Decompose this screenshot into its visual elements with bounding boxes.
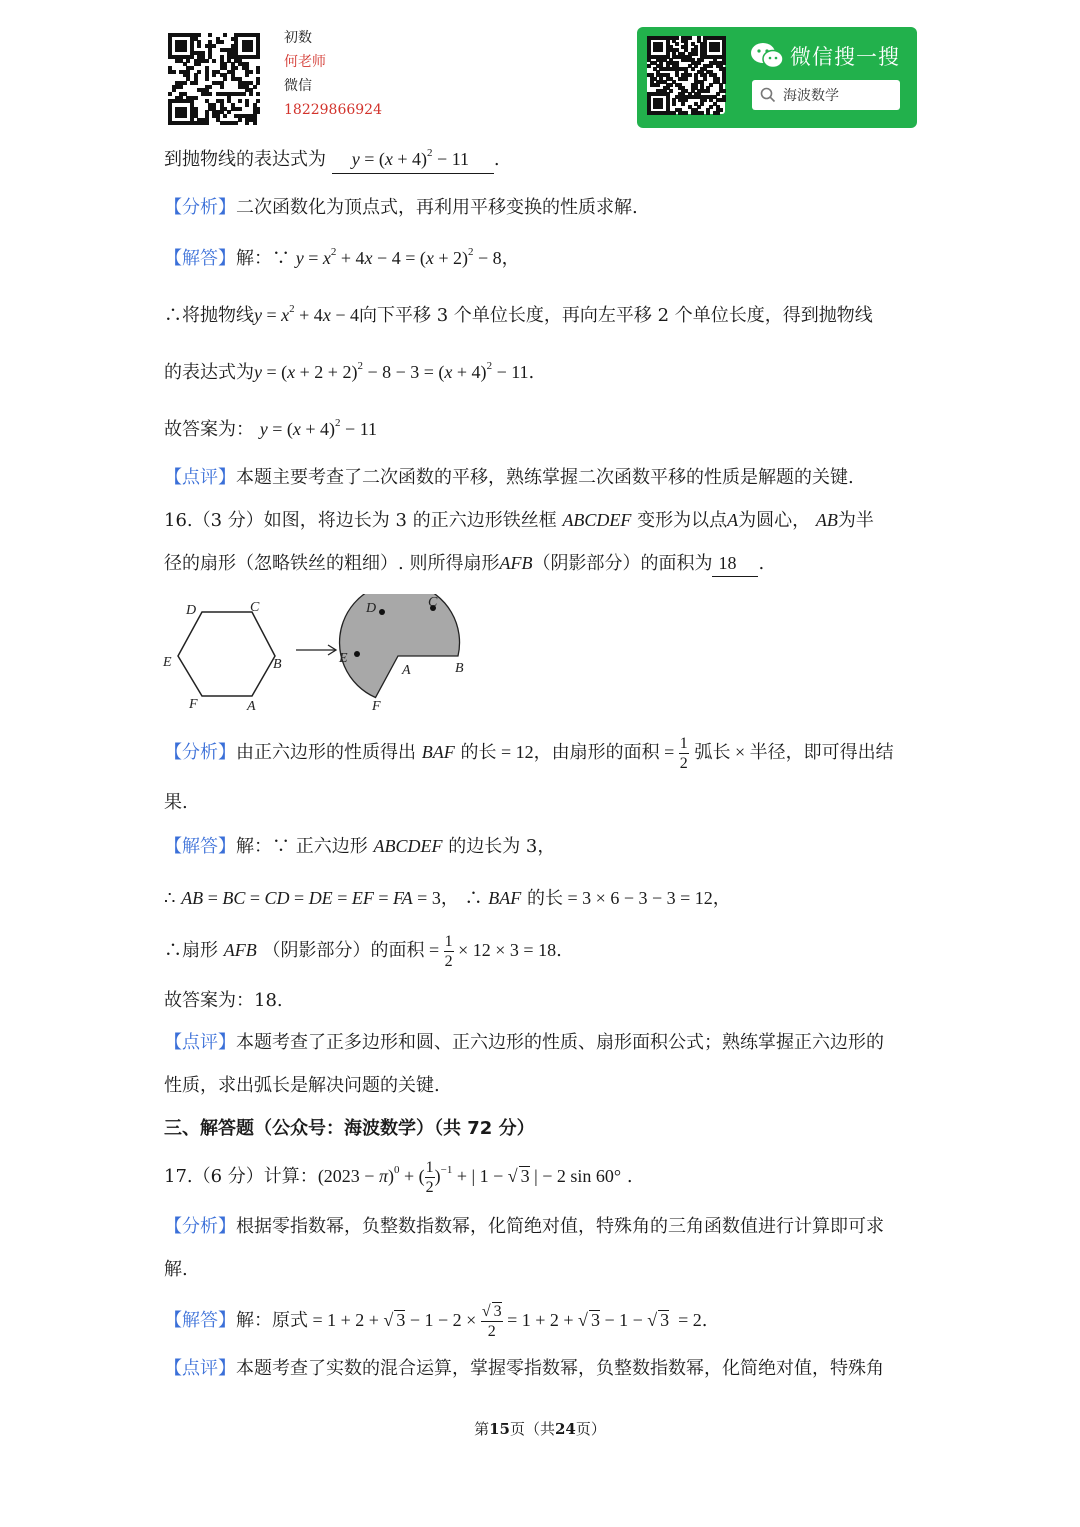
wechat-search-title: 微信搜一搜 xyxy=(790,45,900,69)
qr-module xyxy=(238,107,242,111)
q16-analysis-2: 果. xyxy=(164,792,188,813)
qr-module xyxy=(675,42,679,46)
qr-module xyxy=(256,99,260,103)
page-footer: 第15页（共24页） xyxy=(474,1420,606,1438)
qr-module xyxy=(223,114,227,118)
qr-module xyxy=(168,92,172,96)
qr-module xyxy=(223,33,227,37)
qr-module xyxy=(709,64,713,68)
qr-module xyxy=(234,121,238,125)
q15-step3: 的表达式为$y = (x + 2 + 2)^2 - 8 - 3 = (x + 4)^2 - 11$. xyxy=(164,360,535,383)
teacher-info xyxy=(284,26,382,122)
qr-module xyxy=(706,89,710,93)
q17-analysis-2: 解. xyxy=(164,1259,188,1280)
sector-shape xyxy=(340,594,460,698)
page-total: 24 xyxy=(555,1420,576,1438)
qr-module xyxy=(249,70,253,74)
qr-module xyxy=(659,48,663,52)
qr-module xyxy=(684,111,688,115)
q15-line1: 到抛物线的表达式为 $y = (x + 4)^2 - 11$ . xyxy=(164,146,500,174)
qr-code-left xyxy=(168,33,260,125)
qr-module xyxy=(205,59,209,63)
sector-dot-e xyxy=(354,651,360,657)
q16-final: 故答案为：18. xyxy=(164,990,283,1011)
q16-comment-2: 性质，求出弧长是解决问题的关键. xyxy=(164,1075,440,1096)
q16-figure xyxy=(160,594,480,716)
qr-module xyxy=(197,33,201,37)
sector-dot-d xyxy=(379,609,385,615)
q17-comment: 【点评】本题考查了实数的混合运算，掌握零指数幂，负整数指数幂，化简绝对值，特殊角 xyxy=(164,1358,884,1379)
qr-module xyxy=(249,92,253,96)
qr-module xyxy=(220,40,224,44)
q16-solution-1: 【解答】解：∵ 正六边形 ABCDEF 的边长为 3， xyxy=(164,836,556,857)
q16-solution-2: ∴ AB = BC = CD = DE = EF = FA = 3， ∴ BAF 的长 = 3 × 6 − 3 − 3 = 12， xyxy=(164,888,731,909)
page-number: 15 xyxy=(489,1420,510,1438)
q16-line1: 16.（3 分）如图，将边长为 3 的正六边形铁丝框 ABCDEF 变形为以点A为圆心， AB为半 xyxy=(164,510,874,531)
qr-module xyxy=(197,70,201,74)
info-line-3: 微信 xyxy=(284,78,312,94)
qr-module xyxy=(212,59,216,63)
qr-module xyxy=(197,44,201,48)
qr-module xyxy=(227,110,231,114)
q16-solution-3: ∴扇形 AFB （阴影部分）的面积 = $\frac{1}{2}$ × 12 × 3 = 18. xyxy=(164,932,562,970)
qr-module xyxy=(249,48,253,52)
sector-label-f: F xyxy=(372,699,381,714)
qr-module xyxy=(722,98,726,102)
qr-module xyxy=(194,96,198,100)
q16-line2: 径的扇形（忽略铁丝的粗细）. 则所得扇形AFB（阴影部分）的面积为 18 . xyxy=(164,550,764,577)
search-box[interactable] xyxy=(752,80,900,110)
wechat-logo-icon xyxy=(750,41,786,71)
arrow-icon xyxy=(296,645,336,655)
hexagon-figure xyxy=(178,612,275,696)
q17-line1: 17.（6 分）计算：$(2023 - \pi)^0$ + ( $\frac{1}{2}$ )$^{-1}$ + | 1 − √ 3 | − 2 sin 60° . xyxy=(164,1158,633,1196)
q16-analysis-1: 【分析】由正六边形的性质得出 BAF 的长 = 12，由扇形的面积 = $\frac{1}{2}$ 弧长 × 半径，即可得出结 xyxy=(164,734,894,772)
q15-step2: ∴将抛物线$y = x^2 + 4x - 4$向下平移 3 个单位长度，再向左平移 2 个单位长度，得到抛物线 xyxy=(164,303,873,326)
qr-module xyxy=(183,48,187,52)
info-line-1: 初数 xyxy=(284,30,312,46)
qr-module xyxy=(190,66,194,70)
qr-module xyxy=(212,44,216,48)
q15-answer-blank: $y = (x + 4)^2 - 11$ xyxy=(332,146,494,174)
q15-comment: 【点评】本题主要考查了二次函数的平移，熟练掌握二次函数平移的性质是解题的关键. xyxy=(164,467,854,488)
qr-module xyxy=(706,111,710,115)
qr-module xyxy=(172,70,176,74)
qr-module xyxy=(659,105,663,109)
qr-module xyxy=(716,48,720,52)
qr-module xyxy=(183,81,187,85)
qr-module xyxy=(197,62,201,66)
phone-number: 18229866924 xyxy=(284,102,382,118)
q16-comment-1: 【点评】本题考查了正多边形和圆、正六边形的性质、扇形面积公式；熟练掌握正六边形的 xyxy=(164,1032,884,1053)
qr-module xyxy=(256,92,260,96)
hex-label-c: C xyxy=(250,600,260,615)
hex-label-e: E xyxy=(163,655,172,670)
sector-label-e: E xyxy=(339,651,348,666)
qr-module xyxy=(722,89,726,93)
hex-label-b: B xyxy=(273,657,282,672)
section-heading: 三、解答题（公众号：海波数学）（共 72 分） xyxy=(164,1118,535,1139)
qr-module xyxy=(186,59,190,63)
hex-label-f: F xyxy=(189,697,198,712)
comment-tag: 【点评】 xyxy=(164,467,236,488)
qr-module xyxy=(208,92,212,96)
qr-module xyxy=(245,73,249,77)
qr-module xyxy=(183,114,187,118)
qr-module xyxy=(672,111,676,115)
qr-module xyxy=(256,110,260,114)
qr-module xyxy=(223,77,227,81)
qr-code-right xyxy=(647,36,725,114)
qr-module xyxy=(205,77,209,81)
q16-answer-blank: 18 xyxy=(712,550,758,577)
qr-module xyxy=(234,66,238,70)
qr-module xyxy=(220,85,224,89)
q15-final: 故答案为： $y = (x + 4)^2 - 11$ xyxy=(164,417,378,440)
qr-module xyxy=(256,70,260,74)
qr-module xyxy=(238,99,242,103)
qr-module xyxy=(681,102,685,106)
hex-label-a: A xyxy=(247,699,256,714)
qr-module xyxy=(208,85,212,89)
qr-module xyxy=(700,111,704,115)
qr-module xyxy=(245,121,249,125)
sector-label-d: D xyxy=(366,601,377,616)
qr-module xyxy=(245,103,249,107)
qr-module xyxy=(647,64,651,68)
analysis-tag: 【分析】 xyxy=(164,197,236,218)
wechat-search-card[interactable] xyxy=(637,27,917,128)
search-icon xyxy=(760,87,776,103)
sector-label-b: B xyxy=(455,661,464,676)
qr-module xyxy=(656,83,660,87)
qr-module xyxy=(716,111,720,115)
info-line-2: 何老师 xyxy=(284,54,326,70)
qr-module xyxy=(672,102,676,106)
qr-module xyxy=(194,81,198,85)
solution-tag: 【解答】 xyxy=(164,248,236,269)
qr-module xyxy=(238,118,242,122)
q17-analysis-1: 【分析】根据零指数幂，负整数指数幂，化简绝对值，特殊角的三角函数值进行计算即可求 xyxy=(164,1216,884,1237)
qr-module xyxy=(242,92,246,96)
qr-module xyxy=(253,85,257,89)
qr-module xyxy=(179,85,183,89)
search-text: 海波数学 xyxy=(783,88,839,104)
qr-module xyxy=(256,81,260,85)
qr-module xyxy=(253,121,257,125)
qr-module xyxy=(694,52,698,56)
sector-label-a: A xyxy=(402,663,411,678)
qr-module xyxy=(256,55,260,59)
qr-module xyxy=(205,121,209,125)
qr-module xyxy=(691,67,695,71)
qr-module xyxy=(172,88,176,92)
qr-module xyxy=(208,33,212,37)
q15-solution: 【解答】解：∵ $y = x^2 + 4x - 4 = (x + 2)^2 - 8$， xyxy=(164,246,520,269)
q17-solution: 【解答】解：原式 = 1 + 2 + √ 3 − 1 − 2 × $\frac{√ 3}{2}$ = 1 + 2 + √ 3 − 1 − √ 3 = 2. xyxy=(164,1302,708,1340)
qr-module xyxy=(684,77,688,81)
sector-label-c: C xyxy=(428,595,438,610)
hex-label-d: D xyxy=(186,603,197,618)
qr-module xyxy=(212,73,216,77)
q15-analysis: 【分析】二次函数化为顶点式，再利用平移变换的性质求解. xyxy=(164,197,638,218)
